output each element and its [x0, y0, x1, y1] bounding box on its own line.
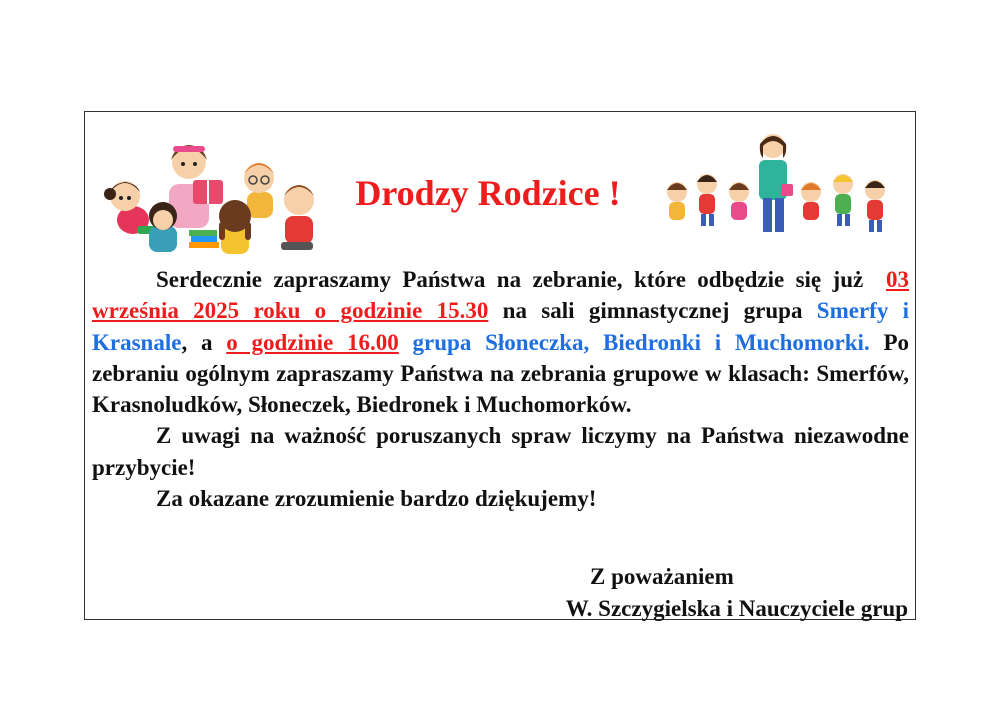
child-figure: [729, 182, 749, 220]
books-icon: [189, 230, 219, 248]
thanks-paragraph: Za okazane zrozumienie bardzo dziękujemy!: [156, 486, 597, 512]
child-figure: [833, 174, 853, 226]
letter-frame: [84, 111, 916, 620]
invitation-paragraph: Serdecznie zapraszamy Państwa na zebranie, które odbędzie się już 03 września 2025 roku o godzinie 15.30 na sali gimnastycznej grupa Smerfy i Krasnale, a o godzinie 16.00 grupa Słoneczka, Biedronki i Muchomorki. Po zebraniu ogólnym zapraszamy Państwa na zebrania grupowe w klasach: Smerfów, Krasnoludków, Słoneczek, Biedronek i Muchomorków.: [92, 267, 910, 418]
child-figure: [801, 182, 821, 220]
second-meeting-time: o godzinie 16.00: [226, 329, 399, 355]
closing-phrase: Z poważaniem: [590, 564, 734, 589]
child-figure: [865, 180, 885, 232]
groups-second: grupa Słoneczka, Biedronki i Muchomorki.: [412, 329, 870, 355]
teacher-figure: [759, 134, 793, 232]
letter-title: Drodzy Rodzice !: [355, 173, 621, 213]
child-figure: [697, 174, 717, 226]
child-figure: [667, 182, 687, 220]
meeting-date-time: 03 września 2025 roku o godzinie 15.30: [92, 267, 909, 324]
importance-paragraph: Z uwagi na ważność poruszanych spraw liczymy na Państwa niezawodne przybycie!: [92, 423, 909, 480]
teacher-with-children-illustration: [663, 130, 903, 240]
letter-body: [92, 264, 909, 514]
signature: W. Szczygielska i Nauczyciele grup: [565, 596, 908, 621]
groups-first: Smerfy i Krasnale: [92, 298, 910, 355]
